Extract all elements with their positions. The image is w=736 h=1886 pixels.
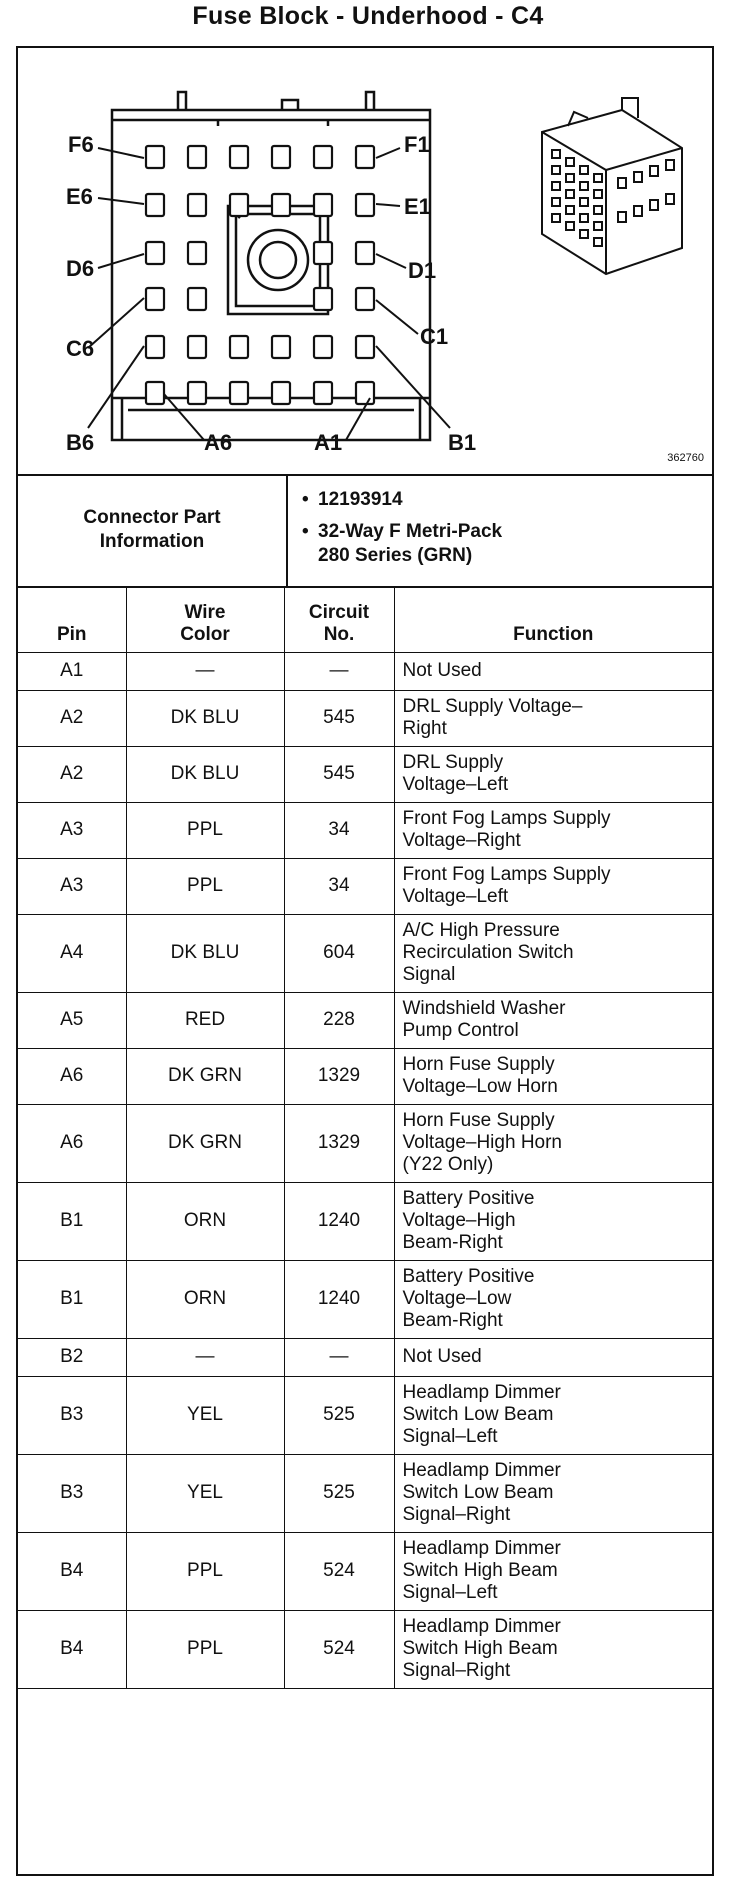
connector-type-line2: 280 Series (GRN) (318, 545, 473, 566)
cell-circuit: 1329 (284, 1048, 394, 1104)
cell-pin: A3 (18, 802, 126, 858)
connector-part-number: 12193914 (318, 489, 403, 510)
cell-wire-color: DK BLU (126, 690, 284, 746)
cell-wire-color: ORN (126, 1260, 284, 1338)
connector-diagram (18, 48, 712, 476)
cell-pin: B3 (18, 1454, 126, 1532)
cell-function (394, 746, 712, 802)
label-d6: D6 (66, 256, 95, 281)
cell-function (394, 1532, 712, 1610)
cell-pin: A1 (18, 652, 126, 690)
cell-wire-color: — (126, 652, 284, 690)
cell-function (394, 1610, 712, 1688)
connector-info-heading (18, 474, 288, 586)
cell-pin: A2 (18, 690, 126, 746)
function-line: Switch High Beam (402, 1560, 558, 1581)
function-line: Switch Low Beam (402, 1482, 554, 1503)
cell-pin: A3 (18, 858, 126, 914)
function-line: Horn Fuse Supply (402, 1054, 555, 1075)
cell-function (394, 858, 712, 914)
function-line: Voltage–Low (402, 1288, 512, 1309)
label-d1: D1 (408, 258, 437, 283)
cell-function (394, 1338, 712, 1376)
cell-circuit: — (284, 1338, 394, 1376)
table-row (18, 652, 712, 690)
function-line: Front Fog Lamps Supply (402, 808, 611, 829)
function-line: (Y22 Only) (402, 1154, 494, 1175)
cell-wire-color: YEL (126, 1376, 284, 1454)
connector-heading-line2: Information (99, 531, 205, 552)
cell-wire-color: PPL (126, 1532, 284, 1610)
label-c1: C1 (420, 324, 449, 349)
label-b6: B6 (66, 430, 95, 455)
function-line: Voltage–Low Horn (402, 1076, 558, 1097)
function-line: Battery Positive (402, 1188, 535, 1209)
cell-circuit: 1240 (284, 1260, 394, 1338)
function-line: A/C High Pressure (402, 920, 560, 941)
cell-wire-color: RED (126, 992, 284, 1048)
cell-wire-color: PPL (126, 802, 284, 858)
label-e1: E1 (404, 194, 431, 219)
table-row (18, 858, 712, 914)
cell-function (394, 1454, 712, 1532)
cell-circuit: — (284, 652, 394, 690)
table-row (18, 1454, 712, 1532)
function-line: Beam-Right (402, 1232, 503, 1253)
table-body (18, 652, 712, 1688)
label-f1: F1 (404, 132, 430, 157)
table-row (18, 1532, 712, 1610)
cell-function (394, 802, 712, 858)
label-a1: A1 (314, 430, 343, 455)
function-line: Headlamp Dimmer (402, 1382, 561, 1403)
table-row (18, 1376, 712, 1454)
document-frame (16, 46, 714, 1876)
cell-pin: A6 (18, 1104, 126, 1182)
cell-circuit: 1240 (284, 1182, 394, 1260)
connector-info (18, 474, 712, 588)
cell-wire-color: DK GRN (126, 1104, 284, 1182)
function-line: Signal–Left (402, 1582, 498, 1603)
function-line: Signal–Right (402, 1660, 511, 1681)
cell-pin: B4 (18, 1532, 126, 1610)
cell-pin: B1 (18, 1260, 126, 1338)
cell-wire-color: DK BLU (126, 914, 284, 992)
cell-pin: B4 (18, 1610, 126, 1688)
cell-function (394, 992, 712, 1048)
cell-circuit: 228 (284, 992, 394, 1048)
cell-circuit: 524 (284, 1610, 394, 1688)
cell-circuit: 545 (284, 690, 394, 746)
cell-circuit: 524 (284, 1532, 394, 1610)
cell-function (394, 914, 712, 992)
label-a6: A6 (204, 430, 233, 455)
table-row (18, 1610, 712, 1688)
function-line: Headlamp Dimmer (402, 1616, 561, 1637)
cell-wire-color: PPL (126, 1610, 284, 1688)
function-line: Battery Positive (402, 1266, 535, 1287)
function-line: Right (402, 718, 447, 739)
connector-heading-line1: Connector Part (83, 507, 221, 528)
function-line: Switch High Beam (402, 1638, 558, 1659)
function-line: Horn Fuse Supply (402, 1110, 555, 1131)
function-line: Signal–Left (402, 1426, 498, 1447)
cell-wire-color: — (126, 1338, 284, 1376)
header-function: Function (394, 586, 712, 652)
function-line: Voltage–Right (402, 830, 521, 851)
label-f6: F6 (68, 132, 94, 157)
table-row (18, 746, 712, 802)
table-row (18, 1104, 712, 1182)
cell-function (394, 1260, 712, 1338)
cell-pin: A4 (18, 914, 126, 992)
cell-wire-color: YEL (126, 1454, 284, 1532)
cell-circuit: 604 (284, 914, 394, 992)
function-line: Headlamp Dimmer (402, 1538, 561, 1559)
function-line: Pump Control (402, 1020, 519, 1041)
pinout-table (18, 586, 712, 1689)
table-row (18, 914, 712, 992)
cell-wire-color: DK BLU (126, 746, 284, 802)
table-row (18, 690, 712, 746)
page-title: Fuse Block - Underhood - C4 (192, 2, 544, 30)
cell-circuit: 525 (284, 1376, 394, 1454)
cell-pin: B2 (18, 1338, 126, 1376)
diagram-part-number: 362760 (667, 452, 704, 464)
function-line: Headlamp Dimmer (402, 1460, 561, 1481)
function-line: Voltage–High Horn (402, 1132, 562, 1153)
function-line: Not Used (402, 1346, 482, 1367)
function-line: Front Fog Lamps Supply (402, 864, 611, 885)
table-row (18, 1182, 712, 1260)
function-line: Voltage–Left (402, 886, 509, 907)
cell-circuit: 545 (284, 746, 394, 802)
function-line: Voltage–High (402, 1210, 516, 1231)
cell-circuit: 525 (284, 1454, 394, 1532)
function-line: DRL Supply (402, 752, 504, 773)
cell-pin: A5 (18, 992, 126, 1048)
cell-pin: B3 (18, 1376, 126, 1454)
cell-function (394, 690, 712, 746)
function-line: Beam-Right (402, 1310, 503, 1331)
header-circuit: Circuit No. (284, 586, 394, 652)
cell-circuit: 34 (284, 858, 394, 914)
connector-info-details: • 12193914 • 32-Way F Metri-Pack 280 Series (GRN) (302, 489, 503, 566)
function-line: Switch Low Beam (402, 1404, 554, 1425)
cell-function (394, 1376, 712, 1454)
function-line: Windshield Washer (402, 998, 566, 1019)
connector-drawing (18, 48, 712, 474)
header-pin: Pin (18, 586, 126, 652)
cell-function (394, 652, 712, 690)
connector-type-line1: 32-Way F Metri-Pack (318, 521, 503, 542)
table-row (18, 1260, 712, 1338)
function-line: Signal (402, 964, 456, 985)
function-line: Voltage–Left (402, 774, 509, 795)
cell-circuit: 1329 (284, 1104, 394, 1182)
cell-function (394, 1104, 712, 1182)
label-b1: B1 (448, 430, 477, 455)
cell-pin: A6 (18, 1048, 126, 1104)
label-e6: E6 (66, 184, 93, 209)
label-c6: C6 (66, 336, 95, 361)
table-row (18, 992, 712, 1048)
function-line: Not Used (402, 660, 482, 681)
cell-pin: B1 (18, 1182, 126, 1260)
function-line: Signal–Right (402, 1504, 511, 1525)
cell-function (394, 1048, 712, 1104)
cell-wire-color: PPL (126, 858, 284, 914)
table-row (18, 1048, 712, 1104)
cell-function (394, 1182, 712, 1260)
header-wire-color: Wire Color (126, 586, 284, 652)
cell-wire-color: ORN (126, 1182, 284, 1260)
function-line: Recirculation Switch (402, 942, 574, 963)
cell-wire-color: DK GRN (126, 1048, 284, 1104)
table-header-row (18, 586, 712, 652)
function-line: DRL Supply Voltage– (402, 696, 583, 717)
cell-circuit: 34 (284, 802, 394, 858)
table-row (18, 802, 712, 858)
cell-pin: A2 (18, 746, 126, 802)
table-row (18, 1338, 712, 1376)
